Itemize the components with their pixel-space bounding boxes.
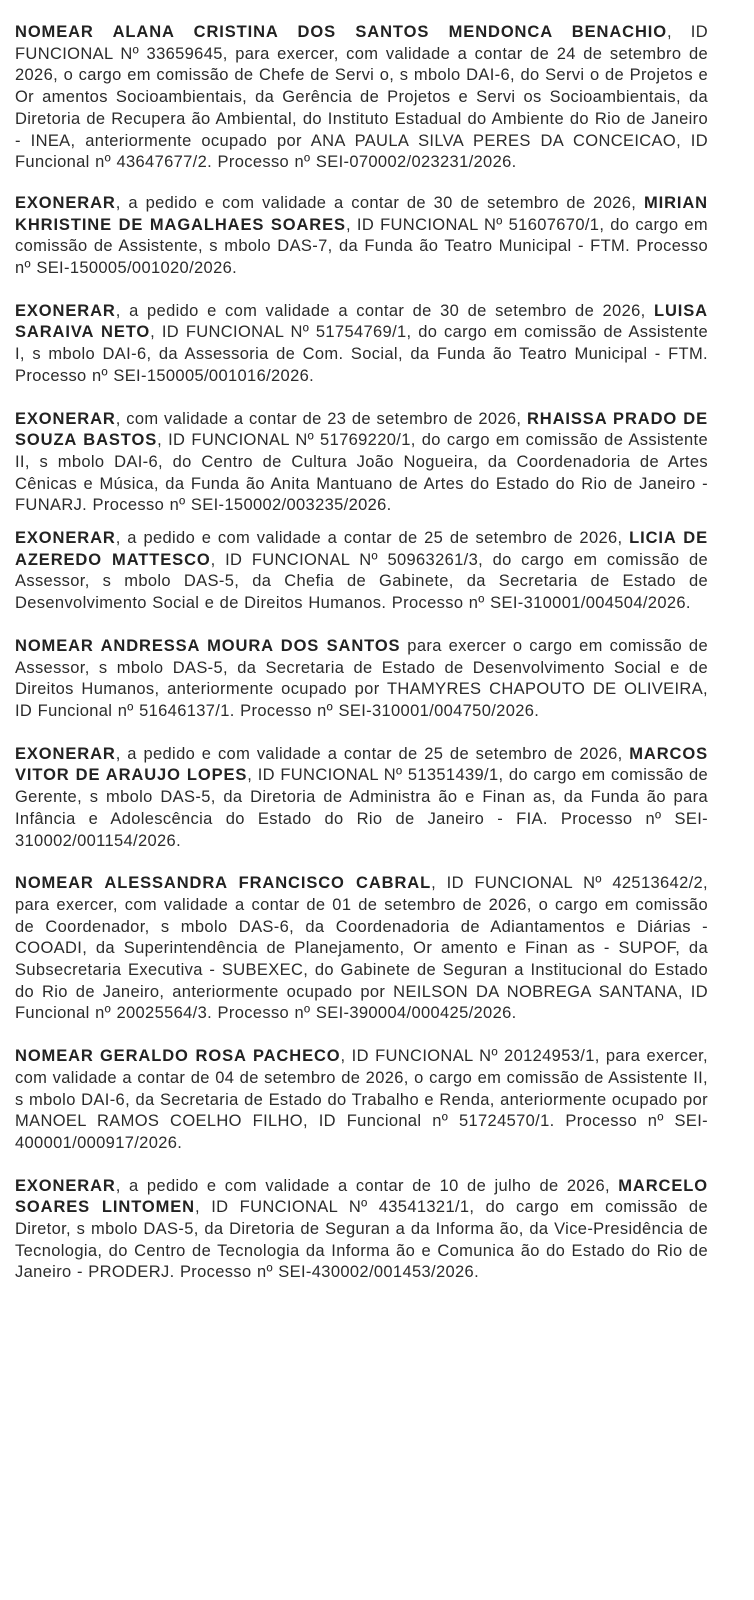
act-person-name: ALESSANDRA FRANCISCO CABRAL <box>104 874 432 893</box>
act-paragraph-5 <box>15 528 708 615</box>
act-verb: NOMEAR <box>15 1047 94 1066</box>
act-body: para exercer o cargo em comissão de Assessor, s mbolo DAS-5, da Secretaria de Estado de Desenvolvimento Social e de Direitos Humanos, anteriormente ocupado por THAMYRES CHAPOUTO DE OLIVEIRA, ID Funcional nº 51646137/1. Processo nº SEI-310001/004750/2026. <box>15 636 708 720</box>
act-body: , ID FUNCIONAL Nº 33659645, para exercer, com validade a contar de 24 de setembro de 2026, o cargo em comissão de Chefe de Servi o, s mbolo DAI-6, do Servi o de Projetos e Or amentos Socioambientais, da Gerência de Projetos e Servi os Socioambientais, da Diretoria de Recupera ão Ambiental, do Instituto Estadual do Ambiente do Rio de Janeiro - INEA, anteriormente ocupado por ANA PAULA SILVA PERES DA CONCEICAO, ID Funcional nº 43647677/2. Processo nº SEI-070002/023231/2026. <box>15 23 709 172</box>
act-paragraph-6 <box>15 636 708 723</box>
act-validity: , a pedido e com validade a contar de 30 de setembro de 2026, <box>115 301 654 320</box>
act-person-name: ALANA CRISTINA DOS SANTOS MENDONCA BENACHIO <box>112 23 668 41</box>
act-body: , ID FUNCIONAL Nº 51754769/1, do cargo em comissão de Assistente I, s mbolo DAI-6, da Assessoria de Com. Social, da Funda ão Teatro Municipal - FTM. Processo nº SEI-150005/001016/2026. <box>15 323 708 385</box>
act-body: , ID FUNCIONAL Nº 51607670/1, do cargo em comissão de Assistente, s mbolo DAS-7, da Funda ão Teatro Municipal - FTM. Processo nº SEI-150005/001020/2026. <box>15 215 708 278</box>
act-validity: , a pedido e com validade a contar de 25 de setembro de 2026, <box>115 744 630 763</box>
act-paragraph-1 <box>15 22 708 174</box>
act-paragraph-7 <box>15 744 708 853</box>
act-body: , ID FUNCIONAL Nº 20124953/1, para exercer, com validade a contar de 04 de setembro de 2026, o cargo em comissão de Assistente II, s mbolo DAI-6, da Secretaria de Estado do Trabalho e Renda, anteriormente ocupado por MANOEL RAMOS COELHO FILHO, ID Funcional nº 51724570/1. Processo nº SEI-400001/000917/2026. <box>15 1047 708 1152</box>
act-paragraph-3 <box>15 301 708 388</box>
act-person-name: LUISA SARAIVA NETO <box>15 301 708 342</box>
act-person-name: GERALDO ROSA PACHECO <box>99 1047 341 1066</box>
act-validity: , com validade a contar de 23 de setembro de 2026, <box>115 409 527 428</box>
act-person-name: MARCELO SOARES LINTOMEN <box>15 1176 708 1217</box>
act-verb: EXONERAR <box>15 744 116 763</box>
act-body: , ID FUNCIONAL Nº 43541321/1, do cargo em comissão de Diretor, s mbolo DAS-5, da Diretoria de Seguran a da Informa ão, da Vice-Presidência de Tecnologia, do Centro de Tecnologia da Informa ão e Comunica ão do Estado do Rio de Janeiro - PRODERJ. Processo nº SEI-430002/001453/2026. <box>15 1198 708 1282</box>
act-person-name: MIRIAN KHRISTINE DE MAGALHAES SOARES <box>15 193 708 234</box>
act-verb: EXONERAR <box>15 193 116 212</box>
act-verb: NOMEAR <box>15 874 94 893</box>
act-verb: EXONERAR <box>15 529 116 548</box>
act-validity: , a pedido e com validade a contar de 30 de setembro de 2026, <box>115 193 644 212</box>
act-body: , ID FUNCIONAL Nº 51769220/1, do cargo em comissão de Assistente II, s mbolo DAI-6, do Centro de Cultura João Nogueira, da Coordenadoria de Artes Cênicas e Música, da Funda ão Anita Mantuano de Artes do Estado do Rio de Janeiro - FUNARJ. Processo nº SEI-150002/003235/2026. <box>15 431 709 515</box>
act-person-name: RHAISSA PRADO DE SOUZA BASTOS <box>15 409 708 450</box>
act-paragraph-2 <box>15 193 708 280</box>
act-body: , ID FUNCIONAL Nº 50963261/3, do cargo em comissão de Assessor, s mbolo DAS-5, da Chefia de Gabinete, da Secretaria de Estado de Desenvolvimento Social e de Direitos Humanos. Processo nº SEI-310001/004504/2026. <box>15 550 708 613</box>
act-body: , ID FUNCIONAL Nº 51351439/1, do cargo em comissão de Gerente, s mbolo DAS-5, da Diretoria de Administra ão e Finan as, da Funda ão para Infância e Adolescência do Estado do Rio de Janeiro - FIA. Processo nº SEI-310002/001154/2026. <box>15 766 709 850</box>
act-person-name: MARCOS VITOR DE ARAUJO LOPES <box>15 744 708 785</box>
act-verb: EXONERAR <box>15 409 116 428</box>
act-person-name: ANDRESSA MOURA DOS SANTOS <box>100 636 401 655</box>
act-paragraph-4 <box>15 409 708 518</box>
act-verb: NOMEAR <box>15 636 94 655</box>
act-validity: , a pedido e com validade a contar de 10 de julho de 2026, <box>115 1176 619 1195</box>
act-person-name: LICIA DE AZEREDO MATTESCO <box>15 529 708 569</box>
act-body: , ID FUNCIONAL Nº 42513642/2, para exercer, com validade a contar de 01 de setembro de 2026, o cargo em comissão de Coordenador, s mbolo DAS-6, da Coordenadoria de Adiantamentos e Diárias - COOADI, da Superintendência de Planejamento, Or amento e Finan as - SUPOF, da Subsecretaria Executiva - SUBEXEC, do Gabinete de Seguran a Institucional do Estado do Rio de Janeiro, anteriormente ocupado por NEILSON DA NOBREGA SANTANA, ID Funcional nº 20025564/3. Processo nº SEI-390004/000425/2026. <box>15 874 708 1023</box>
act-paragraph-8 <box>15 873 708 1025</box>
act-paragraph-10 <box>15 1176 708 1285</box>
act-verb: EXONERAR <box>15 301 116 320</box>
act-validity: , a pedido e com validade a contar de 25 de setembro de 2026, <box>115 529 630 548</box>
act-verb: NOMEAR <box>15 23 94 41</box>
act-paragraph-9 <box>15 1046 708 1155</box>
act-verb: EXONERAR <box>15 1176 116 1195</box>
